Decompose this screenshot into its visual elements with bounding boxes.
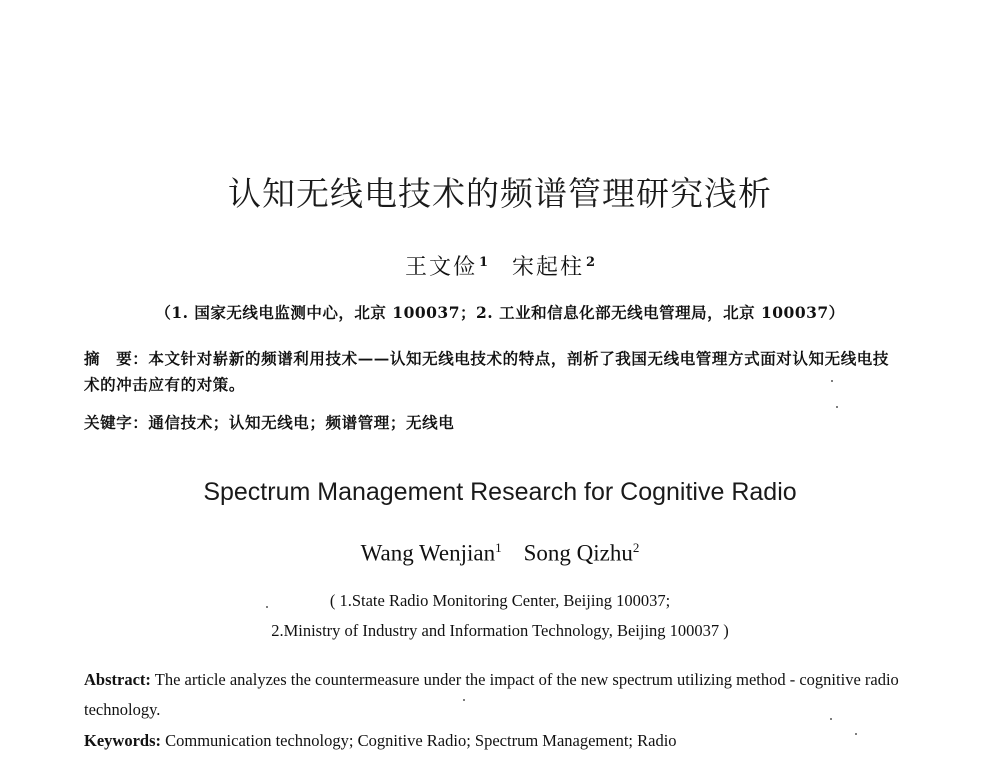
english-abstract-text: The article analyzes the countermeasure under the impact of the new spectrum utilizing method - cognitive radio technology. [84, 670, 899, 719]
chinese-author-1-sup: 1 [478, 254, 488, 270]
english-affiliation-line-2: 2.Ministry of Industry and Information Technology, Beijing 100037 ) [271, 621, 729, 640]
chinese-abstract-text: 本文针对崭新的频谱利用技术——认知无线电技术的特点，剖析了我国无线电管理方式面对认知无线电技术的冲击应有的对策。 [84, 349, 890, 394]
scan-speck [855, 733, 857, 735]
scan-speck [836, 406, 838, 408]
chinese-authors [0, 250, 1000, 281]
english-author-1-sup: 1 [495, 540, 502, 555]
english-author-1: Wang Wenjian [360, 540, 496, 566]
english-authors [0, 540, 1000, 567]
chinese-abstract [84, 346, 899, 398]
chinese-author-2: 宋起柱 [512, 255, 585, 280]
scan-speck [830, 718, 832, 720]
english-keywords-label: Keywords: [84, 731, 161, 750]
chinese-author-2-sup: 2 [586, 254, 596, 270]
chinese-affiliation: （1. 国家无线电监测中心，北京 100037；2. 工业和信息化部无线电管理局，北京 100037） [155, 303, 845, 322]
chinese-keywords-label: 关键字： [84, 413, 149, 432]
english-title: Spectrum Management Research for Cognitive Radio [203, 478, 797, 506]
scan-speck [831, 380, 833, 382]
chinese-abstract-label: 摘 要： [84, 349, 149, 368]
chinese-keywords [84, 411, 899, 433]
chinese-title: 认知无线电技术的频谱管理研究浅析 [228, 174, 772, 213]
english-author-2: Song Qizhu [523, 540, 633, 566]
english-author-2-sup: 2 [632, 540, 640, 555]
scan-speck [463, 699, 465, 701]
chinese-keywords-text: 通信技术；认知无线电；频谱管理；无线电 [148, 413, 455, 432]
english-abstract [84, 665, 899, 725]
chinese-author-1: 王文俭 [404, 255, 477, 280]
english-keywords-text: Communication technology; Cognitive Radio; Spectrum Management; Radio [165, 731, 677, 750]
scan-speck [266, 606, 268, 608]
english-keywords [84, 731, 899, 751]
english-affiliation-line-1: ( 1.State Radio Monitoring Center, Beijing 100037; [329, 591, 671, 610]
english-abstract-label: Abstract: [84, 670, 151, 689]
